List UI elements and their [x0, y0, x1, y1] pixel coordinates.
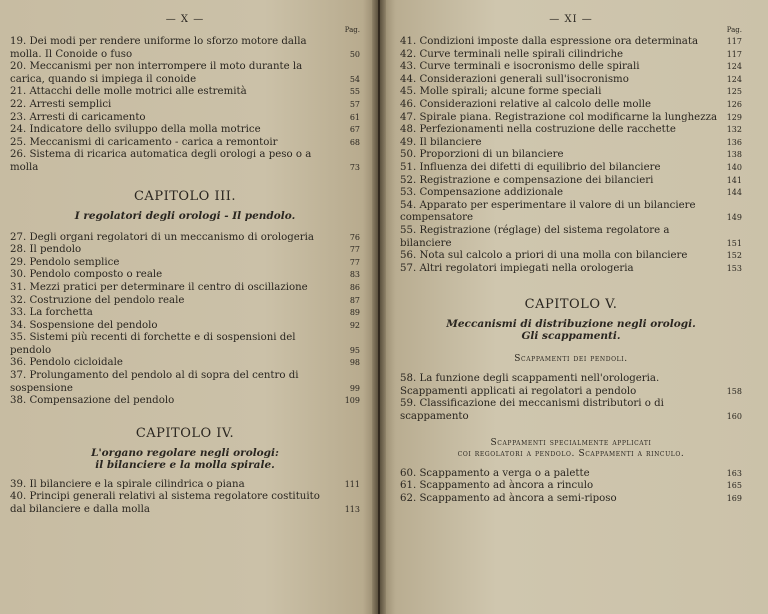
- chapter-heading: CAPITOLO IV.: [135, 425, 235, 441]
- toc-entry-page: 138: [726, 150, 742, 160]
- chapter-subtitle: [400, 318, 742, 342]
- toc-entry: [400, 149, 742, 162]
- toc-entry-title: 25. Meccanismi di caricamento - carica a remontoir: [10, 136, 278, 148]
- toc-entry: [400, 74, 742, 87]
- toc-entry-title: 62. Scappamento ad àncora a semi-riposo: [400, 492, 617, 504]
- toc-entry-page: 76: [349, 232, 360, 242]
- toc-entry-title: 53. Compensazione addizionale: [400, 187, 564, 199]
- toc-entry-title: 24. Indicatore dello sviluppo della molla motrice: [10, 124, 261, 136]
- toc-entry-title: 49. Il bilanciere: [400, 136, 482, 148]
- toc-entry-title: 29. Pendolo semplice: [10, 256, 120, 268]
- chapter-subtitle: [10, 447, 360, 471]
- section-heading: Scappamenti dei pendoli.: [514, 354, 628, 365]
- toc-entry: [400, 493, 742, 506]
- toc-entry-title: 28. Il pendolo: [10, 244, 82, 256]
- toc-entry: [10, 269, 360, 282]
- toc-entry-title: 19. Dei modi per rendere uniforme lo sforzo motore dalla molla. Il Conoide o fuso: [10, 36, 307, 60]
- toc-entry-title: 39. Il bilanciere e la spirale cilindrica o piana: [10, 478, 245, 490]
- chapter-subtitle-line: il bilanciere e la molla spirale.: [95, 458, 275, 471]
- section-heading: [400, 438, 742, 460]
- toc-entry-title: 58. La funzione degli scappamenti nell'orologeria. Scappamenti applicati ai regolatori a pendolo: [400, 373, 660, 397]
- toc-entry-title: 48. Perfezionamenti nella costruzione delle racchette: [400, 124, 676, 136]
- toc-entry: [10, 332, 360, 357]
- toc-entry-title: 47. Spirale piana. Registrazione col modificarne la lunghezza: [400, 111, 718, 123]
- chapter-subtitle-line: Gli scappamenti.: [521, 330, 621, 343]
- toc-entry: [400, 480, 742, 493]
- toc-entry: [400, 187, 742, 200]
- toc-entry-page: 117: [726, 49, 742, 59]
- toc-entry-page: 86: [349, 282, 360, 292]
- toc-entry-title: 33. La forchetta: [10, 307, 93, 319]
- toc-entry-title: 23. Arresti di caricamento: [10, 111, 146, 123]
- toc-entry-title: 22. Arresti semplici: [10, 98, 112, 110]
- toc-entry: [400, 137, 742, 150]
- toc-entry: [10, 479, 360, 492]
- toc-list: [10, 36, 360, 175]
- toc-entry-title: 30. Pendolo composto o reale: [10, 269, 163, 281]
- toc-entry-title: 42. Curve terminali nelle spirali cilindriche: [400, 48, 624, 60]
- toc-entry: [400, 86, 742, 99]
- toc-entry: [400, 373, 742, 398]
- toc-entry: [400, 162, 742, 175]
- page-number: — XI —: [549, 14, 593, 25]
- toc-entry-page: 98: [349, 358, 360, 368]
- section-heading-line: Scappamenti specialmente applicati: [490, 437, 652, 448]
- toc-entry-page: 124: [726, 62, 742, 72]
- toc-entry-page: 109: [344, 396, 360, 406]
- toc-entry: [400, 49, 742, 62]
- toc-entry-title: 38. Compensazione del pendolo: [10, 395, 175, 407]
- toc-entry-page: 149: [726, 213, 742, 223]
- chapter-heading: CAPITOLO III.: [133, 188, 236, 204]
- toc-entry: [400, 175, 742, 188]
- toc-entry: [10, 137, 360, 150]
- toc-entry-title: 37. Prolungamento del pendolo al di sopra del centro di sospensione: [10, 370, 299, 394]
- toc-entry: [400, 468, 742, 481]
- toc-entry: [400, 398, 742, 423]
- toc-list: [400, 468, 742, 506]
- toc-entry-page: 77: [349, 245, 360, 255]
- toc-entry-title: 41. Condizioni imposte dalla espressione ora determinata: [400, 36, 699, 47]
- toc-entry: [400, 250, 742, 263]
- toc-entry-title: 57. Altri regolatori impiegati nella orologeria: [400, 262, 634, 274]
- toc-entry: [400, 36, 742, 49]
- toc-entry: [400, 200, 742, 225]
- toc-list: [400, 373, 742, 423]
- toc-entry-page: 57: [349, 99, 360, 109]
- toc-entry-page: 113: [344, 505, 360, 515]
- toc-entry: [400, 263, 742, 276]
- toc-entry-title: 52. Registrazione e compensazione dei bilancieri: [400, 174, 654, 186]
- toc-entry: [10, 232, 360, 245]
- toc-entry: [10, 257, 360, 270]
- toc-entry-page: 151: [726, 238, 742, 248]
- toc-list: [10, 479, 360, 517]
- toc-entry-title: 40. Principi generali relativi al sistema regolatore costituito dal bilanciere e dalla molla: [10, 491, 320, 516]
- toc-entry-title: 45. Molle spirali; alcune forme speciali: [400, 86, 602, 98]
- toc-entry: [10, 124, 360, 137]
- toc-entry-page: 61: [349, 112, 360, 122]
- toc-entry: [10, 370, 360, 395]
- toc-entry: [400, 112, 742, 125]
- toc-entry-page: 153: [726, 263, 742, 273]
- right-page: [380, 0, 768, 614]
- toc-entry-title: 20. Meccanismi per non interrompere il moto durante la carica, quando si impiega il conoide: [10, 61, 303, 85]
- toc-entry-page: 140: [726, 162, 742, 172]
- toc-entry-title: 31. Mezzi pratici per determinare il centro di oscillazione: [10, 281, 308, 293]
- toc-entry-page: 158: [726, 386, 742, 396]
- toc-entry-page: 73: [349, 162, 360, 172]
- toc-entry-page: 141: [726, 175, 742, 185]
- toc-entry: [10, 112, 360, 125]
- toc-entry-title: 56. Nota sul calcolo a priori di una molla con bilanciere: [400, 250, 688, 262]
- toc-entry: [400, 61, 742, 74]
- toc-entry-page: 77: [349, 257, 360, 267]
- toc-entry-title: 50. Proporzioni di un bilanciere: [400, 149, 564, 161]
- toc-entry: [10, 295, 360, 308]
- toc-entry-title: 46. Considerazioni relative al calcolo delle molle: [400, 98, 652, 110]
- toc-entry-page: 89: [349, 308, 360, 318]
- toc-entry: [10, 491, 360, 516]
- toc-entry: [10, 149, 360, 174]
- toc-entry-page: 55: [349, 87, 360, 97]
- toc-entry-page: 67: [349, 125, 360, 135]
- pag-label: Pag.: [726, 26, 742, 34]
- toc-entry-page: 111: [344, 479, 360, 489]
- toc-entry-page: 99: [349, 383, 360, 393]
- chapter-heading: CAPITOLO V.: [524, 297, 618, 313]
- toc-entry-page: 144: [726, 188, 742, 198]
- toc-entry-page: 68: [349, 137, 360, 147]
- toc-entry: [10, 395, 360, 408]
- toc-entry: [10, 99, 360, 112]
- toc-entry: [10, 61, 360, 86]
- left-page: [0, 0, 378, 614]
- toc-entry-title: 43. Curve terminali e isocronismo delle spirali: [400, 61, 640, 73]
- toc-entry-page: 125: [726, 87, 742, 97]
- section-heading-line: coi regolatori a pendolo. Scappamenti a rinculo.: [457, 448, 685, 459]
- toc-entry-title: 36. Pendolo cicloidale: [10, 357, 123, 369]
- toc-entry-page: 126: [726, 99, 742, 109]
- toc-entry-title: 27. Degli organi regolatori di un meccanismo di orologeria: [10, 231, 314, 243]
- book-gutter: [372, 0, 386, 614]
- toc-entry: [400, 99, 742, 112]
- pag-label: Pag.: [344, 26, 360, 34]
- toc-entry: [10, 282, 360, 295]
- toc-entry: [10, 86, 360, 99]
- toc-entry-title: 61. Scappamento ad àncora a rinculo: [400, 480, 594, 492]
- toc-entry: [10, 320, 360, 333]
- toc-entry-page: 129: [726, 112, 742, 122]
- toc-entry: [10, 36, 360, 61]
- chapter-subtitle-line: Meccanismi di distribuzione negli orologi.: [446, 318, 696, 331]
- toc-entry-title: 26. Sistema di ricarica automatica degli orologi a peso o a molla: [10, 149, 312, 173]
- toc-entry-page: 54: [349, 74, 360, 84]
- toc-entry-title: 21. Attacchi delle molle motrici alle estremità: [10, 86, 247, 98]
- toc-entry-page: 92: [349, 320, 360, 330]
- toc-entry: [400, 124, 742, 137]
- toc-entry-page: 95: [349, 345, 360, 355]
- toc-entry-page: 169: [726, 493, 742, 503]
- toc-entry-page: 83: [349, 270, 360, 280]
- toc-entry-page: 165: [726, 481, 742, 491]
- toc-entry: [10, 244, 360, 257]
- toc-entry-page: 50: [349, 49, 360, 59]
- chapter-subtitle: I regolatori degli orologi - Il pendolo.: [74, 209, 296, 222]
- toc-entry-page: 136: [726, 137, 742, 147]
- toc-entry-title: 32. Costruzione del pendolo reale: [10, 294, 185, 306]
- toc-entry-page: 124: [726, 74, 742, 84]
- toc-list: [400, 36, 742, 275]
- toc-entry-title: 59. Classificazione dei meccanismi distributori o di scappamento: [400, 398, 664, 423]
- toc-entry-page: 163: [726, 468, 742, 478]
- toc-list: [10, 232, 360, 408]
- toc-entry: [400, 225, 742, 250]
- toc-entry-title: 35. Sistemi più recenti di forchette e di sospensioni del pendolo: [10, 332, 296, 356]
- toc-entry-page: 87: [349, 295, 360, 305]
- toc-entry-page: 152: [726, 251, 742, 261]
- toc-entry-title: 44. Considerazioni generali sull'isocronismo: [400, 73, 629, 85]
- toc-entry-title: 51. Influenza dei difetti di equilibrio del bilanciere: [400, 161, 661, 173]
- toc-entry-title: 55. Registrazione (réglage) del sistema regolatore a bilanciere: [400, 224, 670, 249]
- toc-entry: [10, 307, 360, 320]
- toc-entry-title: 54. Apparato per esperimentare il valore di un bilanciere compensatore: [400, 199, 696, 224]
- toc-entry: [10, 357, 360, 370]
- toc-entry-page: 160: [726, 412, 742, 422]
- toc-entry-title: 34. Sospensione del pendolo: [10, 319, 158, 331]
- toc-entry-page: 117: [726, 37, 742, 46]
- page-number: — X —: [165, 14, 205, 25]
- chapter-subtitle-line: L'organo regolare negli orologi:: [91, 446, 279, 459]
- toc-entry-page: 132: [726, 125, 742, 135]
- toc-entry-title: 60. Scappamento a verga o a palette: [400, 467, 590, 479]
